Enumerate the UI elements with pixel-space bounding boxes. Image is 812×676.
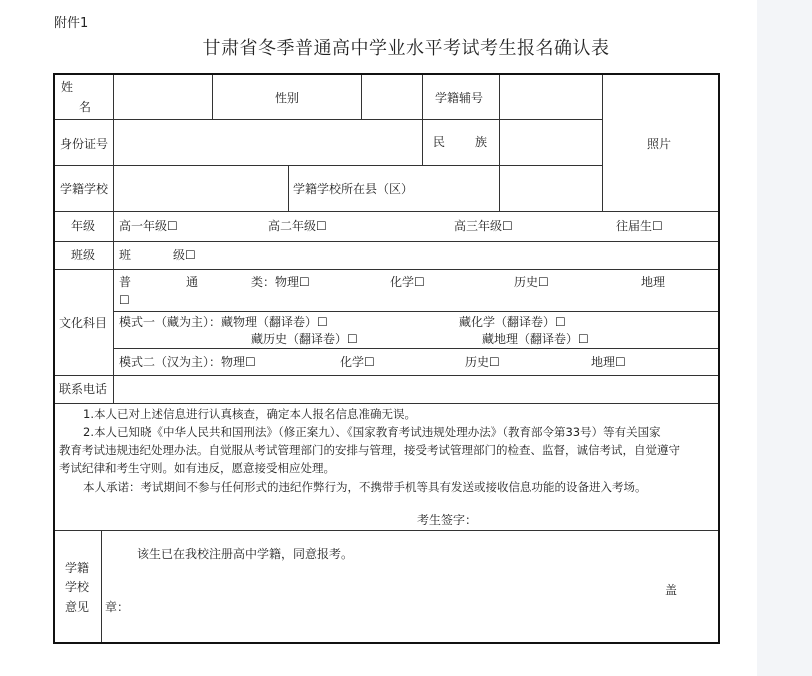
opinion-label-1: 学籍 [65,561,90,575]
page-title: 甘肃省冬季普通高中学业水平考试考生报名确认表 [202,38,610,59]
signature-label: 考生签字： [417,513,478,527]
seal-gai: 盖 [665,583,678,597]
mode1-tib-history[interactable]: 藏历史（翻译卷）☐ [251,332,358,346]
col-divider [101,530,102,642]
class-ji-checkbox[interactable]: 级☐ [173,248,196,262]
opinion-text: 该生已在我校注册高中学籍，同意报考。 [137,547,354,561]
declaration-item-2-line-3: 考试纪律和考生守则。如有违反，愿意接受相应处理。 [59,461,335,475]
page-margin-strip [757,0,812,676]
row-divider [113,311,718,312]
photo-label: 照片 [647,137,672,151]
grade-option-2[interactable]: 高二年级☐ [268,219,327,233]
col-divider [499,75,500,211]
row-divider [55,241,718,242]
seal-zhang: 章： [105,600,130,614]
grade-option-4[interactable]: 往届生☐ [616,219,663,233]
mode1-tib-physics[interactable]: 模式一（藏为主）：藏物理（翻译卷）☐ [119,315,328,329]
name-label-2: 名 [79,100,92,114]
opinion-label-3: 意见 [65,600,90,614]
regular-geography-label: 地理 [641,275,666,289]
regular-c1: 普 [119,275,132,289]
class-ban: 班 [119,248,132,262]
school-county-label: 学籍学校所在县（区） [293,182,414,196]
col-divider [288,165,289,211]
student-id-label: 学籍辅号 [435,91,484,105]
row-divider [55,211,718,212]
class-label: 班级 [71,248,96,262]
col-divider [113,211,114,403]
declaration-commitment: 本人承诺：考试期间不参与任何形式的违纪作弊行为，不携带手机等具有发送或接收信息功能的设备进入考场。 [83,480,647,494]
row-divider [55,119,602,120]
mode1-tib-geography[interactable]: 藏地理（翻译卷）☐ [482,332,589,346]
regular-chemistry-checkbox[interactable]: 化学☐ [390,275,425,289]
subjects-label: 文化科目 [59,316,108,330]
mode2-chemistry[interactable]: 化学☐ [340,355,375,369]
attachment-label: 附件1 [54,16,89,31]
registration-form-table [53,73,720,644]
col-divider [602,75,603,211]
col-divider [422,75,423,165]
phone-label: 联系电话 [59,382,108,396]
grade-label: 年级 [71,219,96,233]
grade-option-3[interactable]: 高三年级☐ [454,219,513,233]
regular-history-checkbox[interactable]: 历史☐ [514,275,549,289]
mode2-geography[interactable]: 地理☐ [591,355,626,369]
col-divider [113,75,114,211]
mode2-history[interactable]: 历史☐ [465,355,500,369]
grade-option-1[interactable]: 高一年级☐ [119,219,178,233]
regular-geography-checkbox[interactable]: ☐ [119,293,130,307]
regular-physics-checkbox[interactable]: 类：物理☐ [251,275,310,289]
row-divider [55,403,718,404]
declaration-item-2-line-2: 教育考试违规违纪处理办法。自觉服从考试管理部门的安排与管理，接受考试管理部门的检查、监督，诚信考试，自觉遵守 [59,443,680,457]
mode1-tib-chemistry[interactable]: 藏化学（翻译卷）☐ [459,315,566,329]
name-label-1: 姓 [61,80,74,94]
row-divider [55,530,718,531]
regular-c2: 通 [186,275,199,289]
mode2-physics[interactable]: 模式二（汉为主）：物理☐ [119,355,256,369]
ethnicity-label-2: 族 [475,135,488,149]
school-label: 学籍学校 [60,182,109,196]
declaration-item-1: 1.本人已对上述信息进行认真核查，确定本人报名信息准确无误。 [83,407,416,421]
ethnicity-label-1: 民 [433,135,446,149]
row-divider [113,348,718,349]
gender-label: 性别 [275,91,300,105]
col-divider [212,75,213,119]
row-divider [55,375,718,376]
declaration-item-2-line-1: 2.本人已知晓《中华人民共和国刑法》（修正案九）、《国家教育考试违规处理办法》（教育部令第33号）等有关国家 [83,425,661,439]
row-divider [55,269,718,270]
opinion-label-2: 学校 [65,580,90,594]
id-card-label: 身份证号 [60,137,109,151]
row-divider [55,165,602,166]
col-divider [361,75,362,119]
